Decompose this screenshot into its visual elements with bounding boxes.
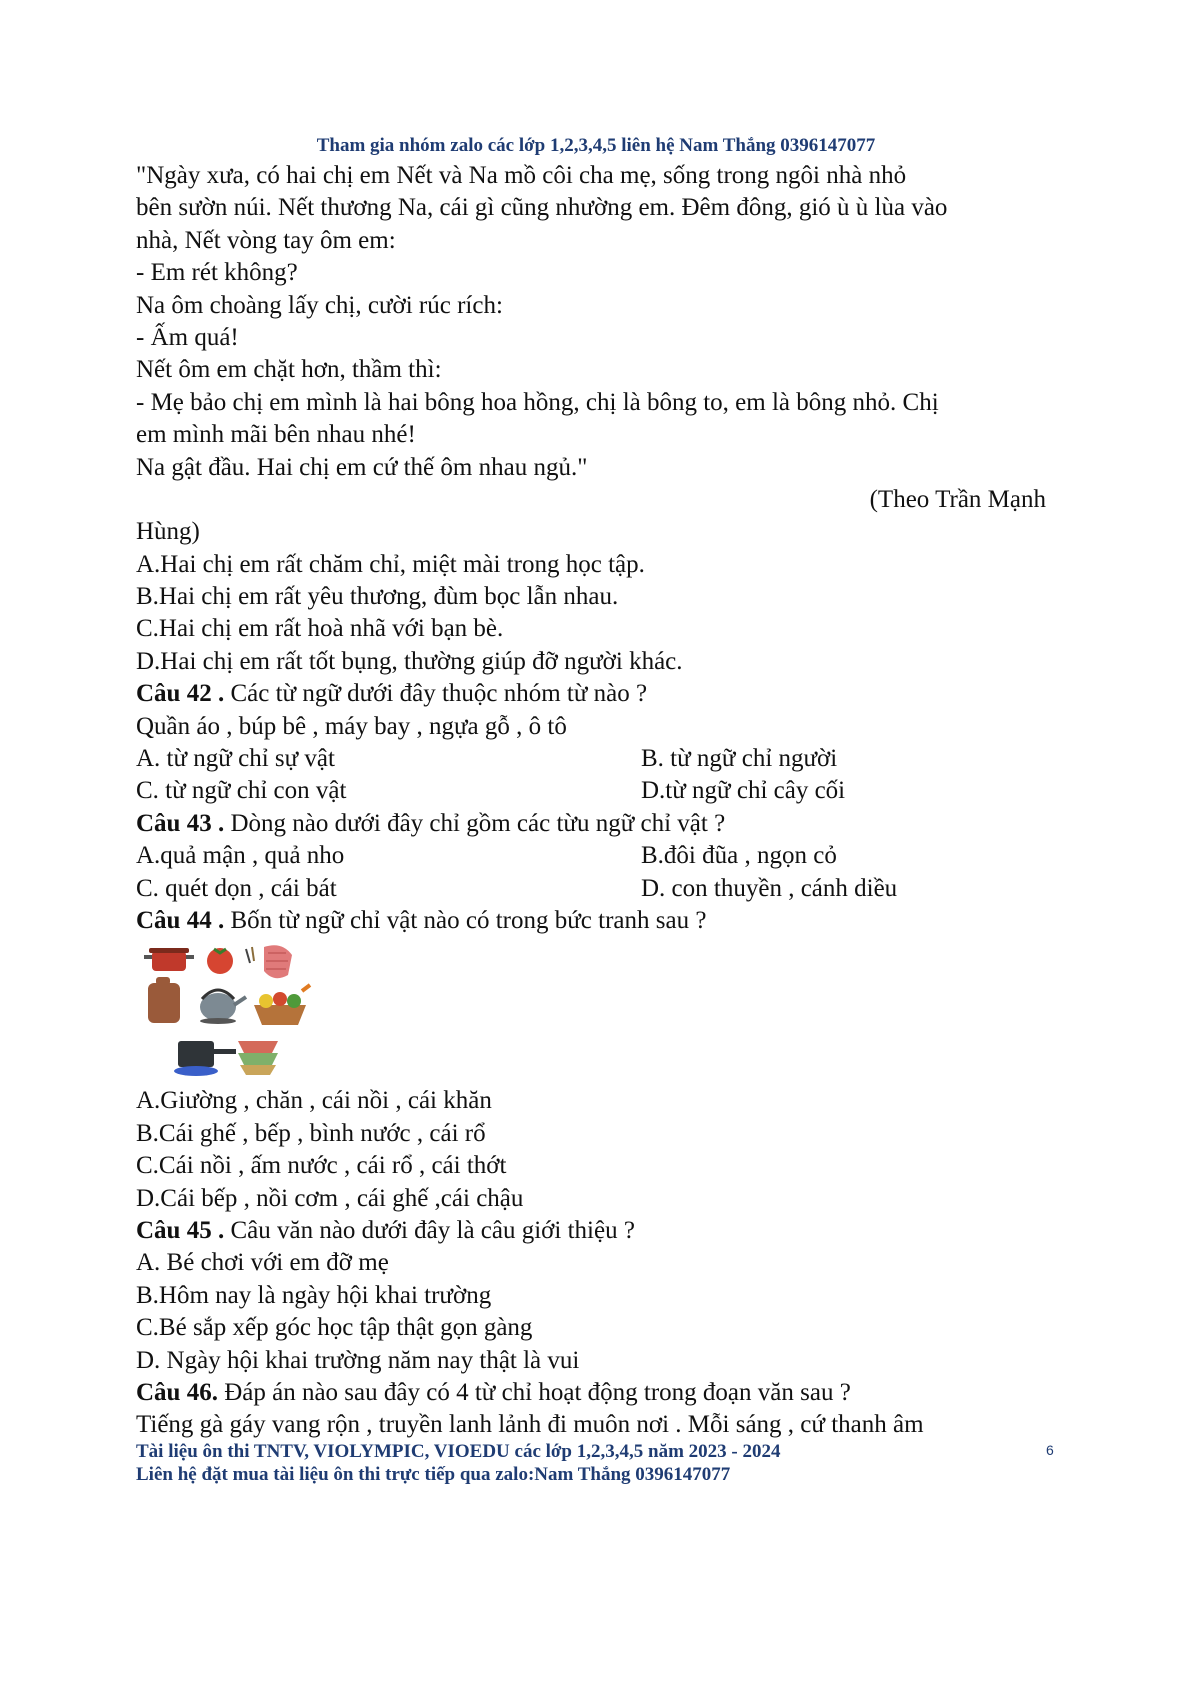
kettle-icon bbox=[200, 990, 246, 1024]
vegetable-basket-icon bbox=[254, 985, 310, 1025]
option-c: C.Bé sắp xếp góc học tập thật gọn gàng bbox=[136, 1314, 533, 1342]
footer-line-2: Liên hệ đặt mua tài liệu ôn thi trực tiếp qua zalo:Nam Thắng 0396147077 bbox=[136, 1464, 731, 1485]
tomato-icon bbox=[207, 948, 233, 974]
passage-line: Nết ôm em chặt hơn, thầm thì: bbox=[136, 356, 442, 384]
utensils-icon bbox=[246, 947, 254, 963]
question-label: Câu 42 . bbox=[136, 680, 225, 708]
option-d: D.Hai chị em rất tốt bụng, thường giúp đỡ người khác. bbox=[136, 647, 683, 675]
option-b: B.Hôm nay là ngày hội khai trường bbox=[136, 1281, 492, 1309]
question-46 bbox=[136, 1377, 1046, 1442]
question-44-title bbox=[136, 905, 1046, 937]
question-label: Câu 45 . bbox=[136, 1216, 225, 1244]
question-text: Các từ ngữ dưới đây thuộc nhóm từ nào ? bbox=[224, 680, 648, 708]
options-row bbox=[136, 775, 1046, 807]
question-42 bbox=[136, 678, 1046, 808]
option-d: D. Ngày hội khai trường năm nay thật là vui bbox=[136, 1346, 580, 1374]
question-43 bbox=[136, 808, 1046, 905]
page-footer bbox=[136, 1440, 1056, 1486]
passage-line: - Em rét không? bbox=[136, 259, 298, 287]
question-text: Dòng nào dưới đây chỉ gồm các từu ngữ chỉ vật ? bbox=[224, 809, 726, 837]
option-b: B.đôi đũa , ngọn cỏ bbox=[641, 842, 837, 870]
question-45 bbox=[136, 1215, 1046, 1377]
page-number: 6 bbox=[1046, 1442, 1054, 1458]
option-c: C.Cái nồi , ấm nước , cái rổ , cái thớt bbox=[136, 1152, 507, 1180]
question-text: Đáp án nào sau đây có 4 từ chỉ hoạt động trong đoạn văn sau ? bbox=[217, 1378, 851, 1406]
question-43-title bbox=[136, 808, 1046, 840]
question-label: Câu 44 . bbox=[136, 906, 225, 934]
passage-line: "Ngày xưa, có hai chị em Nết và Na mồ côi cha mẹ, sống trong ngôi nhà nhỏ bbox=[136, 162, 907, 189]
passage-line: Na ôm choàng lấy chị, cười rúc rích: bbox=[136, 291, 503, 319]
kitchen-items-illustration bbox=[142, 941, 322, 1081]
passage-line: em mình mãi bên nhau nhé! bbox=[136, 421, 416, 449]
passage-source: (Theo Trần Mạnh bbox=[869, 485, 1046, 513]
document-body bbox=[136, 160, 1046, 1442]
question-text: Bốn từ ngữ chỉ vật nào có trong bức tranh sau ? bbox=[224, 906, 707, 934]
kitchen-items-image bbox=[142, 941, 322, 1081]
option-b: B. từ ngữ chỉ người bbox=[641, 745, 838, 773]
question-45-title bbox=[136, 1215, 1046, 1247]
question-label: Câu 46. bbox=[136, 1378, 218, 1406]
page-header: Tham gia nhóm zalo các lớp 1,2,3,4,5 liên hệ Nam Thắng 0396147077 bbox=[316, 135, 876, 156]
oven-mitt-icon bbox=[264, 946, 292, 979]
options-row bbox=[136, 840, 1046, 872]
question-41-options bbox=[136, 549, 1046, 679]
reading-passage bbox=[136, 160, 1046, 549]
question-text: Câu văn nào dưới đây là câu giới thiệu ? bbox=[224, 1216, 635, 1244]
passage-line: - Mẹ bảo chị em mình là hai bông hoa hồng, chị là bông to, em là bông nhỏ. Chị bbox=[136, 388, 939, 416]
stove-pan-icon bbox=[174, 1041, 236, 1076]
question-42-title bbox=[136, 678, 1046, 710]
question-44 bbox=[136, 905, 1046, 1215]
cooking-pot-icon bbox=[144, 948, 194, 971]
passage-line: bên sườn núi. Nết thương Na, cái gì cũng nhường em. Đêm đông, gió ù ù lùa vào bbox=[136, 194, 948, 222]
question-label: Câu 43 . bbox=[136, 809, 225, 837]
options-row bbox=[136, 873, 1046, 905]
question-46-title bbox=[136, 1377, 1046, 1409]
passage-source-cont: Hùng) bbox=[136, 518, 200, 546]
option-d: D.Cái bếp , nồi cơm , cái ghế ,cái chậu bbox=[136, 1184, 524, 1212]
question-42-words: Quần áo , búp bê , máy bay , ngựa gỗ , ô tô bbox=[136, 712, 567, 740]
passage-line: Na gật đầu. Hai chị em cứ thế ôm nhau ngủ." bbox=[136, 453, 588, 481]
option-d: D. con thuyền , cánh diều bbox=[641, 874, 898, 902]
option-a: A. từ ngữ chỉ sự vật bbox=[136, 745, 335, 773]
passage-line: - Ấm quá! bbox=[136, 323, 239, 351]
option-d: D.từ ngữ chỉ cây cối bbox=[641, 777, 846, 805]
cutting-board-icon bbox=[148, 977, 180, 1023]
option-c: C. từ ngữ chỉ con vật bbox=[136, 777, 347, 805]
question-46-passage: Tiếng gà gáy vang rộn , truyền lanh lảnh đi muôn nơi . Mỗi sáng , cứ thanh âm bbox=[136, 1411, 924, 1439]
option-a: A.quả mận , quả nho bbox=[136, 842, 345, 870]
footer-line-1: Tài liệu ôn thi TNTV, VIOLYMPIC, VIOEDU các lớp 1,2,3,4,5 năm 2023 - 2024 bbox=[136, 1441, 781, 1462]
options-row bbox=[136, 743, 1046, 775]
option-b: B.Hai chị em rất yêu thương, đùm bọc lẫn nhau. bbox=[136, 583, 619, 611]
option-a: A.Hai chị em rất chăm chỉ, miệt mài trong học tập. bbox=[136, 550, 645, 578]
option-b: B.Cái ghế , bếp , bình nước , cái rổ bbox=[136, 1119, 486, 1147]
passage-line: nhà, Nết vòng tay ôm em: bbox=[136, 226, 396, 254]
option-a: A. Bé chơi với em đỡ mẹ bbox=[136, 1249, 389, 1277]
option-a: A.Giường , chăn , cái nồi , cái khăn bbox=[136, 1087, 492, 1115]
option-c: C. quét dọn , cái bát bbox=[136, 874, 337, 902]
stacked-bowls-icon bbox=[238, 1041, 278, 1075]
option-c: C.Hai chị em rất hoà nhã với bạn bè. bbox=[136, 615, 504, 643]
